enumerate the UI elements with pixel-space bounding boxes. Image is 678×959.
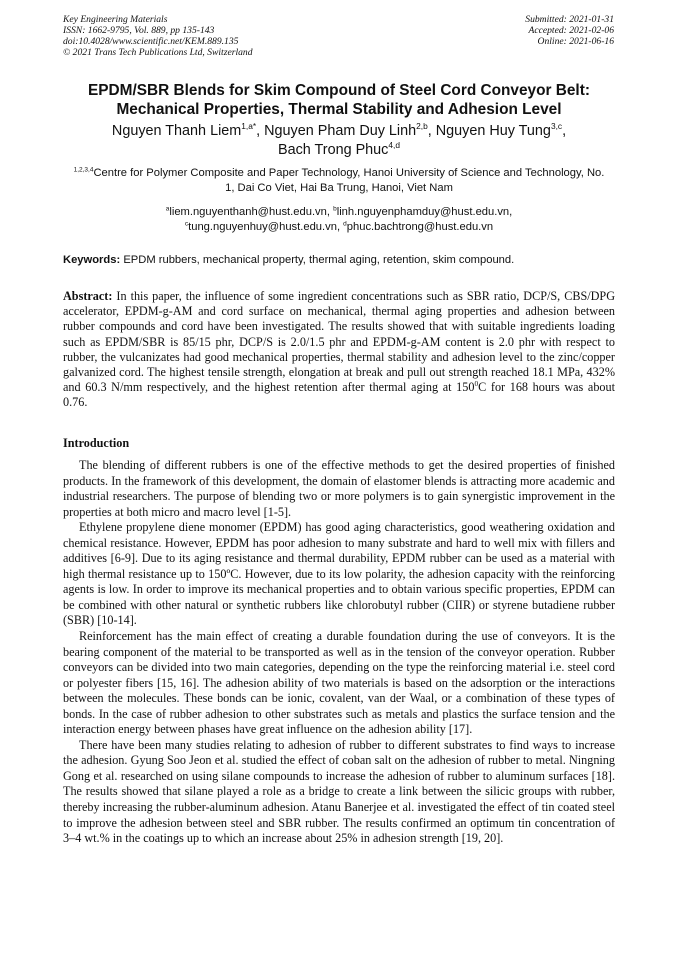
author-superscript: 2,b: [416, 121, 428, 132]
paragraph: The blending of different rubbers is one of the effective methods to get the desired properties of finished products. In the framework of this development, the domain of elastomer blends is attracting more academic and industrial researchers. The purpose of blending two or more polymers is to gain synergistic improvement in the properties at both micro and macro level [1-5].: [63, 458, 615, 519]
keywords: [63, 253, 615, 267]
degree-superscript: 0: [474, 379, 479, 389]
paragraph: Ethylene propylene diene monomer (EPDM) has good aging characteristics, good weathering oxidation and chemical resistance. However, EPDM has poor adhesion to many substrate and hard to well mix with fillers and additives [6-9]. Due to its aging resistance and thermal durability, EPDM rubber can be used as a material with high thermal resistance up to 150ºC. However, due to its low polarity, the adhesion capacity with the reinforcing agents is low. In order to improve its mechanical properties and to obtain various specific properties, EPDM can be combined with other natural or synthetic rubbers like chlorobutyl rubber (CIIR) or styrene butadiene rubber (SBR) [10-14].: [63, 520, 615, 628]
abstract-label: Abstract:: [63, 289, 113, 303]
email-superscript: b: [333, 205, 337, 213]
journal-name: Key Engineering Materials: [63, 14, 168, 25]
introduction-body: [63, 458, 615, 847]
email-separator: ,: [509, 206, 513, 218]
affiliation: [70, 166, 608, 196]
author-separator: ,: [562, 123, 567, 139]
author-name: Nguyen Pham Duy Linh: [264, 123, 417, 139]
email-superscript: a: [165, 205, 170, 213]
author-name: Bach Trong Phuc: [277, 142, 389, 158]
online-date: Online: 2021-06-16: [537, 36, 614, 47]
submitted-date: Submitted: 2021-01-31: [525, 14, 614, 25]
title-line-2: Mechanical Properties, Thermal Stability and Adhesion Level: [116, 101, 562, 118]
email-superscript: d: [343, 220, 347, 228]
author-superscript: 1,a*: [241, 121, 257, 132]
author-list: [40, 122, 638, 160]
abstract: [63, 289, 615, 411]
abstract-text-end: C for 168 hours was about 0.76.: [63, 380, 616, 410]
publication-header: [63, 14, 253, 58]
accepted-date: Accepted: 2021-02-06: [528, 25, 614, 36]
affiliation-text: Centre for Polymer Composite and Paper Technology, Hanoi University of Science and Technology, No. 1, Dai Co Viet, Hai Ba Trung, Hanoi, Viet Nam: [93, 167, 605, 194]
abstract-text: In this paper, the influence of some ingredient concentrations such as SBR ratio, DCP/S, CBS/DPG accelerator, EPDM-g-AM and cord surface on mechanical, thermal aging properties and adhesion between rubber compounds and cord have been investigated. The results showed that with suitable ingredients loading such as EPDM/SBR is 85/15 phr, DCP/S is 2.0/1.5 phr and EPDM-g-AM content is 2.0 phr with respect to rubber, the vulcanizates had good mechanical properties, thermal stability and adhesion level to the zinc/copper galvanized cord. The highest tensile strength, elongation at break and pull out strength reached 18.1 MPa, 432% and 60.3 N/mm respectively, and the highest retention after thermal aging at 150: [63, 289, 615, 395]
paper-title: [40, 81, 638, 119]
dates-header: [525, 14, 614, 47]
author-superscript: 3,c: [550, 121, 563, 132]
paragraph: There have been many studies relating to adhesion of rubber to different substrates to find ways to increase the adhesion. Gyung Soo Jeon et al. studied the effect of coban salt on the adhesion of rubber to metal. Ningning Gong et al. researched on using silane compounds to increase the adhesion of rubber to aluminum surfaces [18]. The results showed that silane played a role as a bridge to create a link between the silicic groups with rubber, thereby increasing the rubber-aluminum adhesion. Atanu Banerjee et al. investigated the effect of tin coated steel to improve the adhesion between steel and SBR rubber. The results confirmed an optimum tin concentration of 3–4 wt.% in the coatings up to which an increase about 25% in adhesion strength [19, 20].: [63, 737, 615, 846]
email-separator: ,: [336, 221, 344, 233]
introduction-heading: Introduction: [63, 436, 130, 450]
author-name: Nguyen Thanh Liem: [111, 123, 242, 139]
author-superscript: 4,d: [388, 140, 400, 151]
email-address[interactable]: liem.nguyenthanh@hust.edu.vn: [169, 206, 327, 218]
author-separator: ,: [256, 123, 265, 139]
author-separator: ,: [427, 123, 436, 139]
issn-line: ISSN: 1662-9795, Vol. 889, pp 135-143: [63, 25, 215, 36]
title-line-1: EPDM/SBR Blends for Skim Compound of Steel Cord Conveyor Belt:: [88, 82, 590, 99]
email-list: [70, 205, 608, 235]
author-name: Nguyen Huy Tung: [435, 123, 551, 139]
copyright-line: © 2021 Trans Tech Publications Ltd, Switzerland: [63, 47, 253, 58]
email-separator: ,: [326, 206, 334, 218]
keywords-text: EPDM rubbers, mechanical property, thermal aging, retention, skim compound.: [123, 254, 515, 266]
email-address[interactable]: tung.nguyenhuy@hust.edu.vn: [188, 221, 337, 233]
email-address[interactable]: phuc.bachtrong@hust.edu.vn: [346, 221, 494, 233]
paragraph: Reinforcement has the main effect of creating a durable foundation during the use of conveyors. It is the bearing component of the material to be transported as well as in the tension of the conveyor operation. Rubber conveyors can be divided into two main categories, depending on the type the reinforcing material i.e. steel cord or polyester fibers [15, 16]. The adhesion ability of two materials is based on the adsorption or the interactions between the molecules. These bonds can be ionic, covalent, van der Waal, or a combination of these types of bonds. In the case of rubber adhesion to other substrates such as metals and plastics the surface tension and the interaction energy between phases have great influence on the adhesion ability [17].: [63, 629, 615, 737]
email-address[interactable]: linh.nguyenphamduy@hust.edu.vn: [336, 206, 510, 218]
affiliation-superscript: 1,2,3,4: [73, 166, 94, 174]
doi-line: doi:10.4028/www.scientific.net/KEM.889.135: [63, 36, 239, 47]
email-superscript: c: [184, 220, 189, 228]
keywords-label: Keywords:: [63, 254, 121, 266]
